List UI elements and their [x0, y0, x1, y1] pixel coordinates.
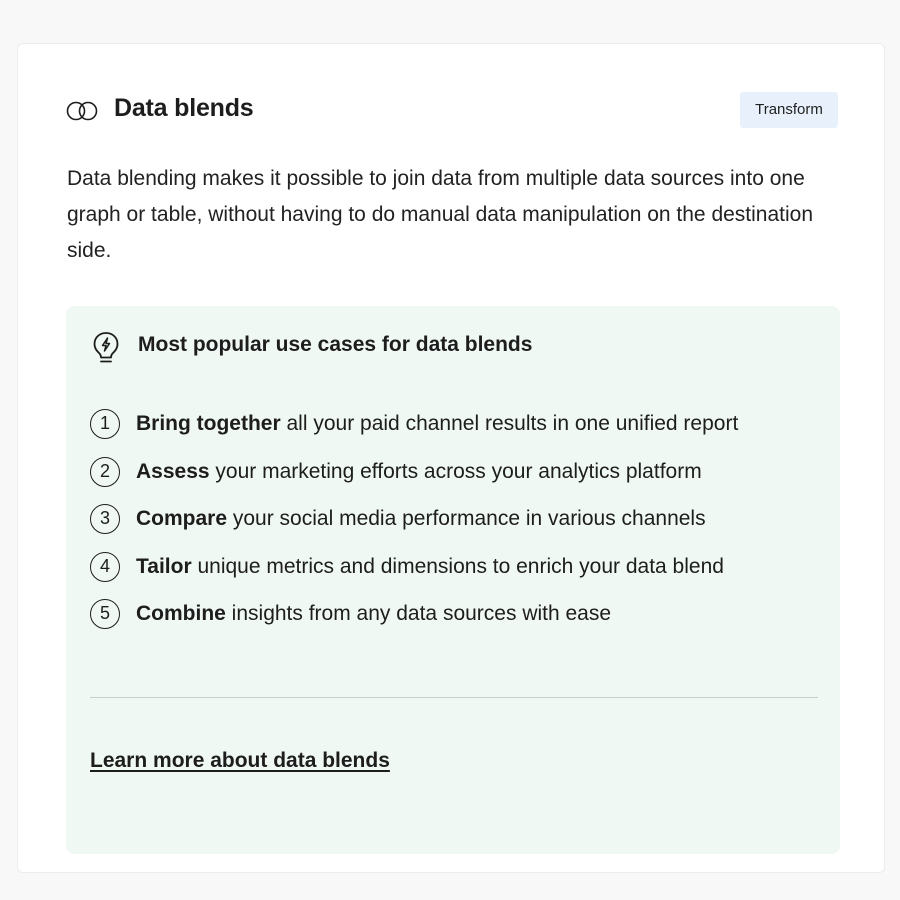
list-item-bold: Tailor: [136, 554, 192, 578]
list-item-bold: Compare: [136, 507, 228, 530]
card-header: [66, 92, 838, 132]
number-badge: 5: [90, 599, 120, 629]
list-item-rest: all your paid channel results in one unified report: [280, 412, 739, 435]
list-item: [90, 599, 738, 647]
list-item-bold: Bring together: [136, 412, 281, 435]
list-item: [90, 409, 738, 457]
list-item-text: [136, 457, 702, 487]
list-item: [90, 552, 738, 600]
list-item: [90, 457, 738, 505]
list-item-rest: your marketing efforts across your analytics platform: [209, 459, 702, 483]
transform-badge: Transform: [740, 92, 838, 128]
list-item-text: [136, 409, 738, 439]
use-cases-title: Most popular use cases for data blends: [138, 333, 533, 356]
list-item-text: [136, 552, 724, 582]
card-title: Data blends: [114, 94, 254, 122]
list-item: [90, 504, 738, 552]
use-cases-list: [90, 409, 738, 647]
list-item-rest: your social media performance in various channels: [227, 507, 706, 530]
list-item-bold: Combine: [136, 602, 226, 625]
list-item-bold: Assess: [136, 459, 210, 483]
use-cases-panel: [66, 306, 840, 854]
list-item-text: [136, 504, 706, 534]
number-badge: 3: [90, 504, 120, 534]
card-description: Data blending makes it possible to join data from multiple data sources into one graph or table, without having to do manual data manipulation on the destination side.: [67, 167, 814, 262]
number-badge: 4: [90, 552, 120, 582]
list-item-text: [136, 599, 611, 629]
list-item-rest: insights from any data sources with ease: [225, 602, 612, 625]
learn-more-link[interactable]: Learn more about data blends: [90, 749, 390, 772]
data-blends-card: [17, 43, 885, 873]
lightbulb-icon: [90, 330, 122, 366]
divider: [90, 697, 818, 698]
list-item-rest: unique metrics and dimensions to enrich your data blend: [191, 554, 724, 578]
data-blends-icon: [66, 101, 100, 121]
number-badge: 1: [90, 409, 120, 439]
number-badge: 2: [90, 457, 120, 487]
